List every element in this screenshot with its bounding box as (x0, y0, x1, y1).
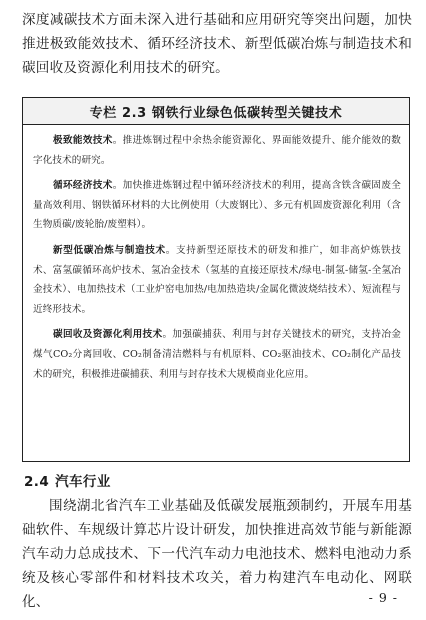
tech-item-circular (33, 176, 401, 235)
tech-item-low-carbon-smelting (33, 241, 401, 319)
section-number: 2.4 (24, 474, 50, 490)
section-title: 汽车行业 (55, 474, 111, 490)
feature-box (22, 97, 410, 462)
tech-item-text: 。加快推进炼钢过程中循环经济技术的利用，提高含铁含碳固废全量高效利用、钢铁循环材料的大比例使用（大废钢比）、多元有机固废资源化利用（含生物质碳/废轮胎/废塑料）。 (33, 180, 401, 231)
section-paragraph (22, 494, 412, 614)
tech-item-text: 。支持新型还原技术的研发和推广，如非高炉炼铁技术、富氢碳循环高炉技术、氢冶金技术（氢基的直接还原技术/绿电-制氢-储氢-全氢冶金技术）、电加热技术（工业炉窑电加热/电加热造块/金属化微波烧结技术）、短流程与近终形技术。 (33, 244, 401, 315)
tech-item-keyword: 碳回收及资源化利用技术 (53, 329, 163, 341)
tech-item-keyword: 循环经济技术 (53, 180, 113, 192)
feature-box-title: 专栏 2.3 钢铁行业绿色低碳转型关键技术 (89, 105, 343, 121)
tech-item-keyword: 极致能效技术 (53, 135, 113, 146)
tech-item-text: 。推进炼钢过程中余热余能资源化、界面能效提升、能介能效的数字化技术的研究。 (33, 135, 401, 166)
intro-text: 深度减碳技术方面未深入进行基础和应用研究等突出问题，加快推进极致能效技术、循环经济技术、新型低碳冶炼与制造技术和碳回收及资源化利用技术的研究。 (22, 12, 412, 76)
feature-box-body (23, 125, 409, 384)
tech-item-keyword: 新型低碳冶炼与制造技术 (53, 244, 166, 256)
tech-item-efficiency (33, 131, 401, 170)
feature-box-header (23, 98, 409, 125)
tech-item-carbon-capture (33, 325, 401, 384)
page-number: - 9 - (368, 590, 398, 605)
intro-paragraph (22, 8, 412, 80)
section-heading (24, 470, 111, 490)
section-text: 围绕湖北省汽车工业基础及低碳发展瓶颈制约，开展车用基础软件、车规级计算芯片设计研发，加快推进高效节能与新能源汽车动力总成技术、下一代汽车动力电池技术、燃料电池动力系统及核心零部件和材料技术攻关，着力构建汽车电动化、网联化、 (22, 498, 412, 610)
tech-item-text: 。加强碳捕获、利用与封存关键技术的研究，支持冶金煤气CO₂分离回收、CO₂制备清洁燃料与有机原料、CO₂驱油技术、CO₂制化产品技术的研究，积极推进碳捕获、利用与封存技术大规模商业化应用。 (33, 329, 401, 380)
